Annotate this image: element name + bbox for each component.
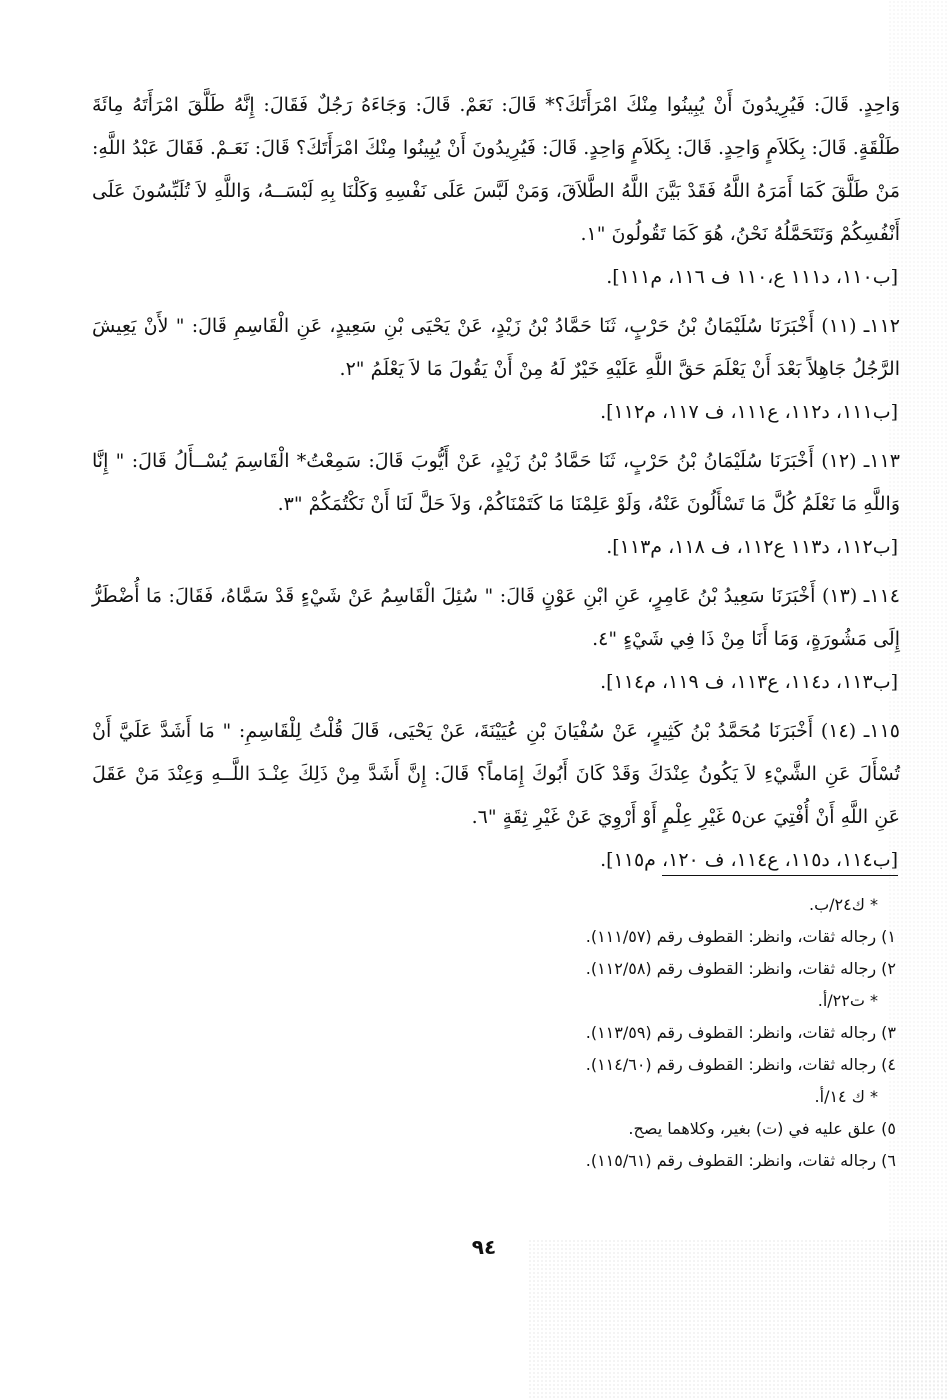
footnote-item: ٣) رجاله ثقات، وانظر: القطوف رقم (١١٣/٥٩). (585, 1023, 896, 1042)
paragraph-5-text: ١١٥ـ (١٤) أَخْبَرَنَا مُحَمَّدُ بْنُ كَثِيرٍ، عَنْ سُفْيَانَ بْنِ عُيَيْنَةَ، عَنْ يَحْيَى، قَالَ قُلْتُ لِلْقَاسِمِ: " مَا أَشَدَّ عَلَيَّ أَنْ تُسْأَلَ عَنِ الشَّيْءِ لاَ يَكُونُ عِنْدَكَ وَقَدْ كَانَ أَبُوكَ إِمَاماً؟ قَالَ: إِنَّ أَشَدَّ مِنْ ذَلِكَ عِنْـدَ اللَّــهِ وَعِنْدَ مَنْ عَقَلَ عَنِ اللَّهِ أَنْ أُفْتِيَ عن٥ غَيْرِ عِلْمٍ أَوْ أَرْوِيَ عَنْ غَيْرِ ثِقَةٍ "٦. (92, 720, 900, 828)
footnote-item: ٤) رجاله ثقات، وانظر: القطوف رقم (١١٤/٦٠). (585, 1055, 896, 1074)
page-number: ٩٤ (471, 1235, 497, 1259)
paragraph-1-text: وَاحِدٍ. قَالَ: فَيُرِيدُونَ أَنْ يُبِينُوا مِنْكَ امْرَأَتَكَ؟* قَالَ: نَعَمْ. قَالَ: وَجَاءَهُ رَجُلٌ فَقَالَ: إِنَّهُ طَلَّقَ امْرَأَتَهُ مِائَةَ طَلْقَةٍ. قَالَ: بِكَلاَمٍ وَاحِدٍ. قَالَ: بِكَلاَمٍ وَاحِدٍ. قَالَ: فَيُرِيدُونَ أَنْ يُبِينُوا مِنْكَ امْرَأَتَكَ؟ قَالَ: نَعَـمْ. فَقَالَ عَبْدُ اللَّهِ: مَنْ طَلَّقَ كَمَا أَمَرَهُ اللَّهُ فَقَدْ بَيَّنَ اللَّهُ الطَّلاَقَ، وَمَنْ لَبَّسَ عَلَى نَفْسِهِ وَكَلْنَا بِهِ لَبْسَــهُ، وَاللَّهِ لاَ تُلَبِّسُونَ عَلَى أَنْفُسِكُمْ وَنَتَحَمَّلُهُ نَحْنُ، هُوَ كَمَا تَقُولُونَ "١. (92, 94, 900, 245)
paragraph-4-text: ١١٤ـ (١٣) أَخْبَرَنَا سَعِيدُ بْنُ عَامِرٍ، عَنِ ابْنِ عَوْنٍ قَالَ: " سُئِلَ الْقَاسِمُ عَنْ شَيْءٍ قَدْ سَمَّاهُ، فَقَالَ: مَا أُضْطَرُّ إِلَى مَشُورَةٍ، وَمَا أَنَا مِنْ ذَا فِي شَيْءٍ "٤. (92, 585, 900, 650)
footnote-marker: * ك ١٤/أ. (814, 1087, 878, 1106)
paragraph-2-reference: [ب١١١، د١١٢، ع١١١، ف ١١٧، م١١٢]. (600, 401, 898, 423)
paragraph-1-reference: [ب١١٠، د١١١ ع،١١٠ ف ١١٦، م١١١]. (606, 266, 898, 288)
footnote-item: ٥) علق عليه في (ت) بغير، وكلاهما يصح. (628, 1119, 896, 1138)
footnote-marker: * ك٢٤/ب. (808, 895, 878, 914)
paragraph-4-reference: [ب١١٣، د١١٤، ع١١٣، ف ١١٩، م١١٤]. (600, 671, 898, 693)
footnote-item: ٢) رجاله ثقات، وانظر: القطوف رقم (١١٢/٥٨). (585, 959, 896, 978)
scan-edge-speckle (888, 0, 948, 1399)
paragraph-2-text: ١١٢ـ (١١) أَخْبَرَنَا سُلَيْمَانُ بْنُ حَرْبٍ، ثَنَا حَمَّادُ بْنُ زَيْدٍ، عَنْ يَحْيَى بْنِ سَعِيدٍ، عَنِ الْقَاسِمِ قَالَ: " لأَنْ يَعِيشَ الرَّجُلُ جَاهِلاً بَعْدَ أَنْ يَعْلَمَ حَقَّ اللَّهِ عَلَيْهِ خَيْرٌ لَهُ مِنْ أَنْ يَقُولَ مَا لاَ يَعْلَمُ "٢. (92, 315, 900, 380)
footnotes (92, 889, 896, 1177)
paragraph-3-text: ١١٣ـ (١٢) أَخْبَرَنَا سُلَيْمَانُ بْنُ حَرْبٍ، ثَنَا حَمَّادُ بْنُ زَيْدٍ، عَنْ أَيُّوبَ قَالَ: سَمِعْتُ* الْقَاسِمَ يُسْــأَلُ قَالَ: " إِنَّا وَاللَّهِ مَا نَعْلَمُ كُلَّ مَا تَسْأَلُونَ عَنْهُ، وَلَوْ عَلِمْنَا مَا كَتَمْنَاكُمْ، وَلاَ حَلَّ لَنَا أَنْ نَكْتُمَكُمْ "٣. (92, 450, 900, 515)
paragraph-5-reference: [ب١١٤، د١١٥، ع١١٤، ف ١٢٠، م١١٥]. (600, 849, 898, 871)
footnote-item: ٦) رجاله ثقات، وانظر: القطوف رقم (١١٥/٦١). (585, 1151, 896, 1170)
scan-speckle (528, 1239, 948, 1399)
main-text (92, 84, 900, 888)
paragraph-3-reference: [ب١١٢، د١١٣ ع١١٢، ف ١١٨، م١١٣]. (606, 536, 898, 558)
footnote-marker: * ت٢٢/أ. (817, 991, 878, 1010)
footnote-item: ١) رجاله ثقات، وانظر: القطوف رقم (١١١/٥٧). (585, 927, 896, 946)
footnote-divider (662, 875, 898, 876)
